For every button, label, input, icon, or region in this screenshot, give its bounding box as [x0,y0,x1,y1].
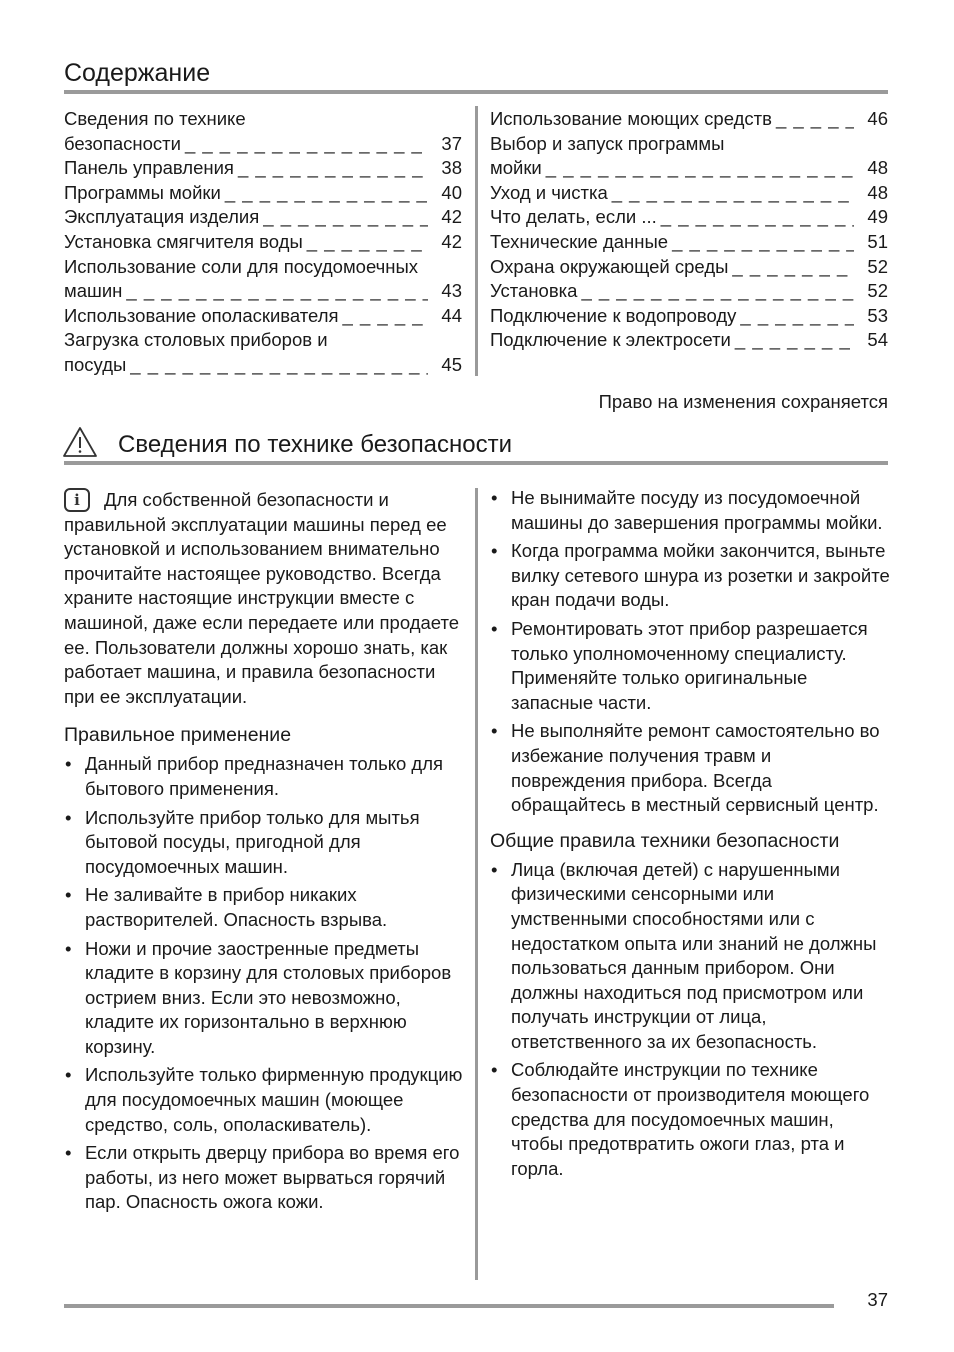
bullet-icon: • [65,1142,72,1164]
safety-right-column [490,486,890,1185]
list-item-text: Используйте только фирменную продукцию для посудомоечных машин (моющее средство, соль, ополаскиватель). [85,1064,463,1135]
toc-leader [657,205,854,230]
toc-entry[interactable] [64,156,462,181]
list-item [490,486,890,535]
list-item-text: Ремонтировать этот прибор разрешается только уполномоченному специалисту. Применяйте только оригинальные запасные части. [511,617,868,713]
list-item-text: Когда программа мойки закончится, выньте вилку сетевого шнура из розетки и закройте кран подачи воды. [511,540,890,611]
toc-entry[interactable] [64,205,462,230]
toc-leader [221,181,428,206]
warning-icon [62,426,98,458]
toc-entry[interactable] [490,181,888,206]
toc-leader [303,230,428,255]
contents-rule [64,90,888,94]
toc-page-number: 38 [441,157,462,179]
general-safety-list [490,858,890,1182]
toc-entry-title: машин [64,280,123,302]
contents-heading: Содержание [64,59,211,87]
toc-page-number: 45 [441,353,462,375]
toc-entry-line: Загрузка столовых приборов и [64,329,328,351]
bullet-icon: • [491,487,498,508]
toc-entry[interactable] [490,107,888,132]
footer-rule [64,1304,834,1308]
toc-entry-title: Использование ополаскивателя [64,304,339,326]
toc-entry[interactable] [490,279,888,304]
toc-entry[interactable] [64,279,462,304]
bullet-icon: • [491,617,498,639]
list-item-text: Не выполняйте ремонт самостоятельно во избежание получения травм и повреждения прибора. Всегда обращайтесь в местный сервисный центр. [511,720,880,816]
bullet-icon: • [65,937,72,959]
toc-entry-title: Программы мойки [64,181,221,203]
toc-leader [668,230,854,255]
toc-entry-title: Установка смягчителя воды [64,230,303,252]
list-item-text: Используйте прибор только для мытья бытовой посуды, пригодной для посудомоечных машин. [85,806,420,877]
safety-column-divider [475,488,478,1280]
general-safety-heading: Общие правила техники безопасности [490,829,840,852]
toc-page-number: 44 [441,304,462,326]
toc-entry[interactable] [64,132,462,157]
toc-leader [122,279,428,304]
bullet-icon: • [491,1059,498,1081]
toc-page-number: 42 [441,230,462,252]
toc-right-column [490,107,888,353]
intro-text: Для собственной безопасности и правильной эксплуатации машины перед ее установкой и использованием внимательно прочитайте настоящее руководство. Всегда храните настоящие инструкции вместе с машиной, даже если передаете или продаете ее. Пользователи должны хорошо знать, как работает машина, и правила безопасности при ее эксплуатации. [64,489,460,707]
toc-leader [608,181,854,206]
list-item [64,883,464,932]
toc-entry[interactable] [64,304,462,329]
toc-entry-title: посуды [64,353,127,375]
toc-entry[interactable] [64,181,462,206]
toc-page-number: 52 [867,280,888,302]
toc-leader [772,107,854,132]
toc-entry[interactable] [490,205,888,230]
toc-entry-line: Использование соли для посудомоечных [64,255,419,277]
toc-page-number: 53 [867,304,888,326]
list-item-text: Если открыть дверцу прибора во время его работы, из него может вырваться горячий пар. Опасность ожога кожи. [85,1142,460,1213]
page-number: 37 [867,1289,888,1310]
toc-leader [731,328,854,353]
toc-page-number: 43 [441,280,462,302]
toc-page-number: 40 [441,181,462,203]
toc-page-number: 46 [867,108,888,129]
list-item [490,617,890,715]
toc-entry-line: Сведения по технике [64,108,246,129]
toc-entry-title: Эксплуатация изделия [64,206,260,228]
toc-entry-title: Что делать, если ... [490,206,657,228]
list-item [64,806,464,880]
toc-entry-title: Подключение к водопроводу [490,304,737,326]
toc-entry[interactable] [490,230,888,255]
toc-leader [126,353,428,378]
toc-page-number: 52 [867,255,888,277]
info-icon: i [64,488,90,512]
list-item-text: Не вынимайте посуду из посудомоечной машины до завершения программы мойки. [511,487,883,533]
list-item [64,937,464,1060]
list-item [64,752,464,801]
toc-leader [728,255,854,280]
bullet-icon: • [65,753,72,775]
toc-page-number: 49 [867,206,888,228]
toc-page-number: 37 [441,132,462,154]
list-item-text: Соблюдайте инструкции по технике безопасности от производителя моющего средства для посудомоечных машин, чтобы предотвратить ожоги глаз, рта и горла. [511,1059,870,1179]
bullet-icon: • [65,1064,72,1086]
toc-entry[interactable] [64,230,462,255]
toc-entry-title: Использование моющих средств [490,108,772,129]
safety-rule [64,461,888,465]
list-item [490,719,890,817]
toc-entry-title: мойки [490,157,542,179]
rights-note: Право на изменения сохраняется [598,391,888,412]
toc-leader [736,304,854,329]
toc-left-column [64,107,462,378]
toc-leader [181,132,428,157]
toc-leader [577,279,854,304]
bullet-icon: • [65,806,72,828]
toc-entry-title: Уход и чистка [490,181,608,203]
toc-leader [339,304,428,329]
safety-left-column [64,488,464,1219]
bullet-icon: • [491,858,498,880]
toc-entry-title: Подключение к электросети [490,329,731,351]
bullet-icon: • [491,540,498,562]
toc-entry[interactable] [64,353,462,378]
safety-heading: Сведения по технике безопасности [118,431,513,458]
bullet-icon: • [65,884,72,906]
bullet-icon: • [491,720,498,742]
toc-leader [542,156,854,181]
toc-page-number: 48 [867,181,888,203]
list-item-text: Ножи и прочие заостренные предметы кладите в корзину для столовых приборов острием вниз. Если это невозможно, кладите их горизонтально в верхнюю корзину. [85,937,452,1057]
toc-entry-title: Установка [490,280,578,302]
toc-entry[interactable] [490,328,888,353]
list-item [490,858,890,1055]
proper-use-heading: Правильное применение [64,724,292,747]
list-item [64,1141,464,1215]
safety-list [490,486,890,818]
toc-entry-title: Технические данные [490,230,669,252]
proper-use-list [64,752,464,1215]
list-item [64,1063,464,1137]
toc-page-number: 51 [867,230,888,252]
toc-page-number: 54 [867,329,888,351]
toc-column-divider [475,106,478,376]
toc-entry-title: Охрана окружающей среды [490,255,729,277]
list-item-text: Лица (включая детей) с нарушенными физическими сенсорными или умственными способностями или с недостатком опыта или знаний не должны пользоваться данным прибором. Они должны находиться под присмотром или получать инструкции от лица, ответственного за их безопасность. [511,858,877,1052]
toc-entry-title: Панель управления [64,157,234,179]
toc-entry[interactable] [490,156,888,181]
list-item-text: Данный прибор предназначен только для бытового применения. [85,753,444,799]
toc-page-number: 42 [441,206,462,228]
intro-paragraph [64,488,464,709]
list-item-text: Не заливайте в прибор никаких растворителей. Опасность взрыва. [85,884,388,930]
list-item [490,539,890,613]
toc-entry[interactable] [490,255,888,280]
list-item [490,1058,890,1181]
toc-entry-title: безопасности [64,132,181,154]
toc-leader [234,156,428,181]
toc-entry[interactable] [490,304,888,329]
toc-leader [259,205,428,230]
toc-entry-line: Выбор и запуск программы [490,132,725,154]
toc-page-number: 48 [867,157,888,179]
